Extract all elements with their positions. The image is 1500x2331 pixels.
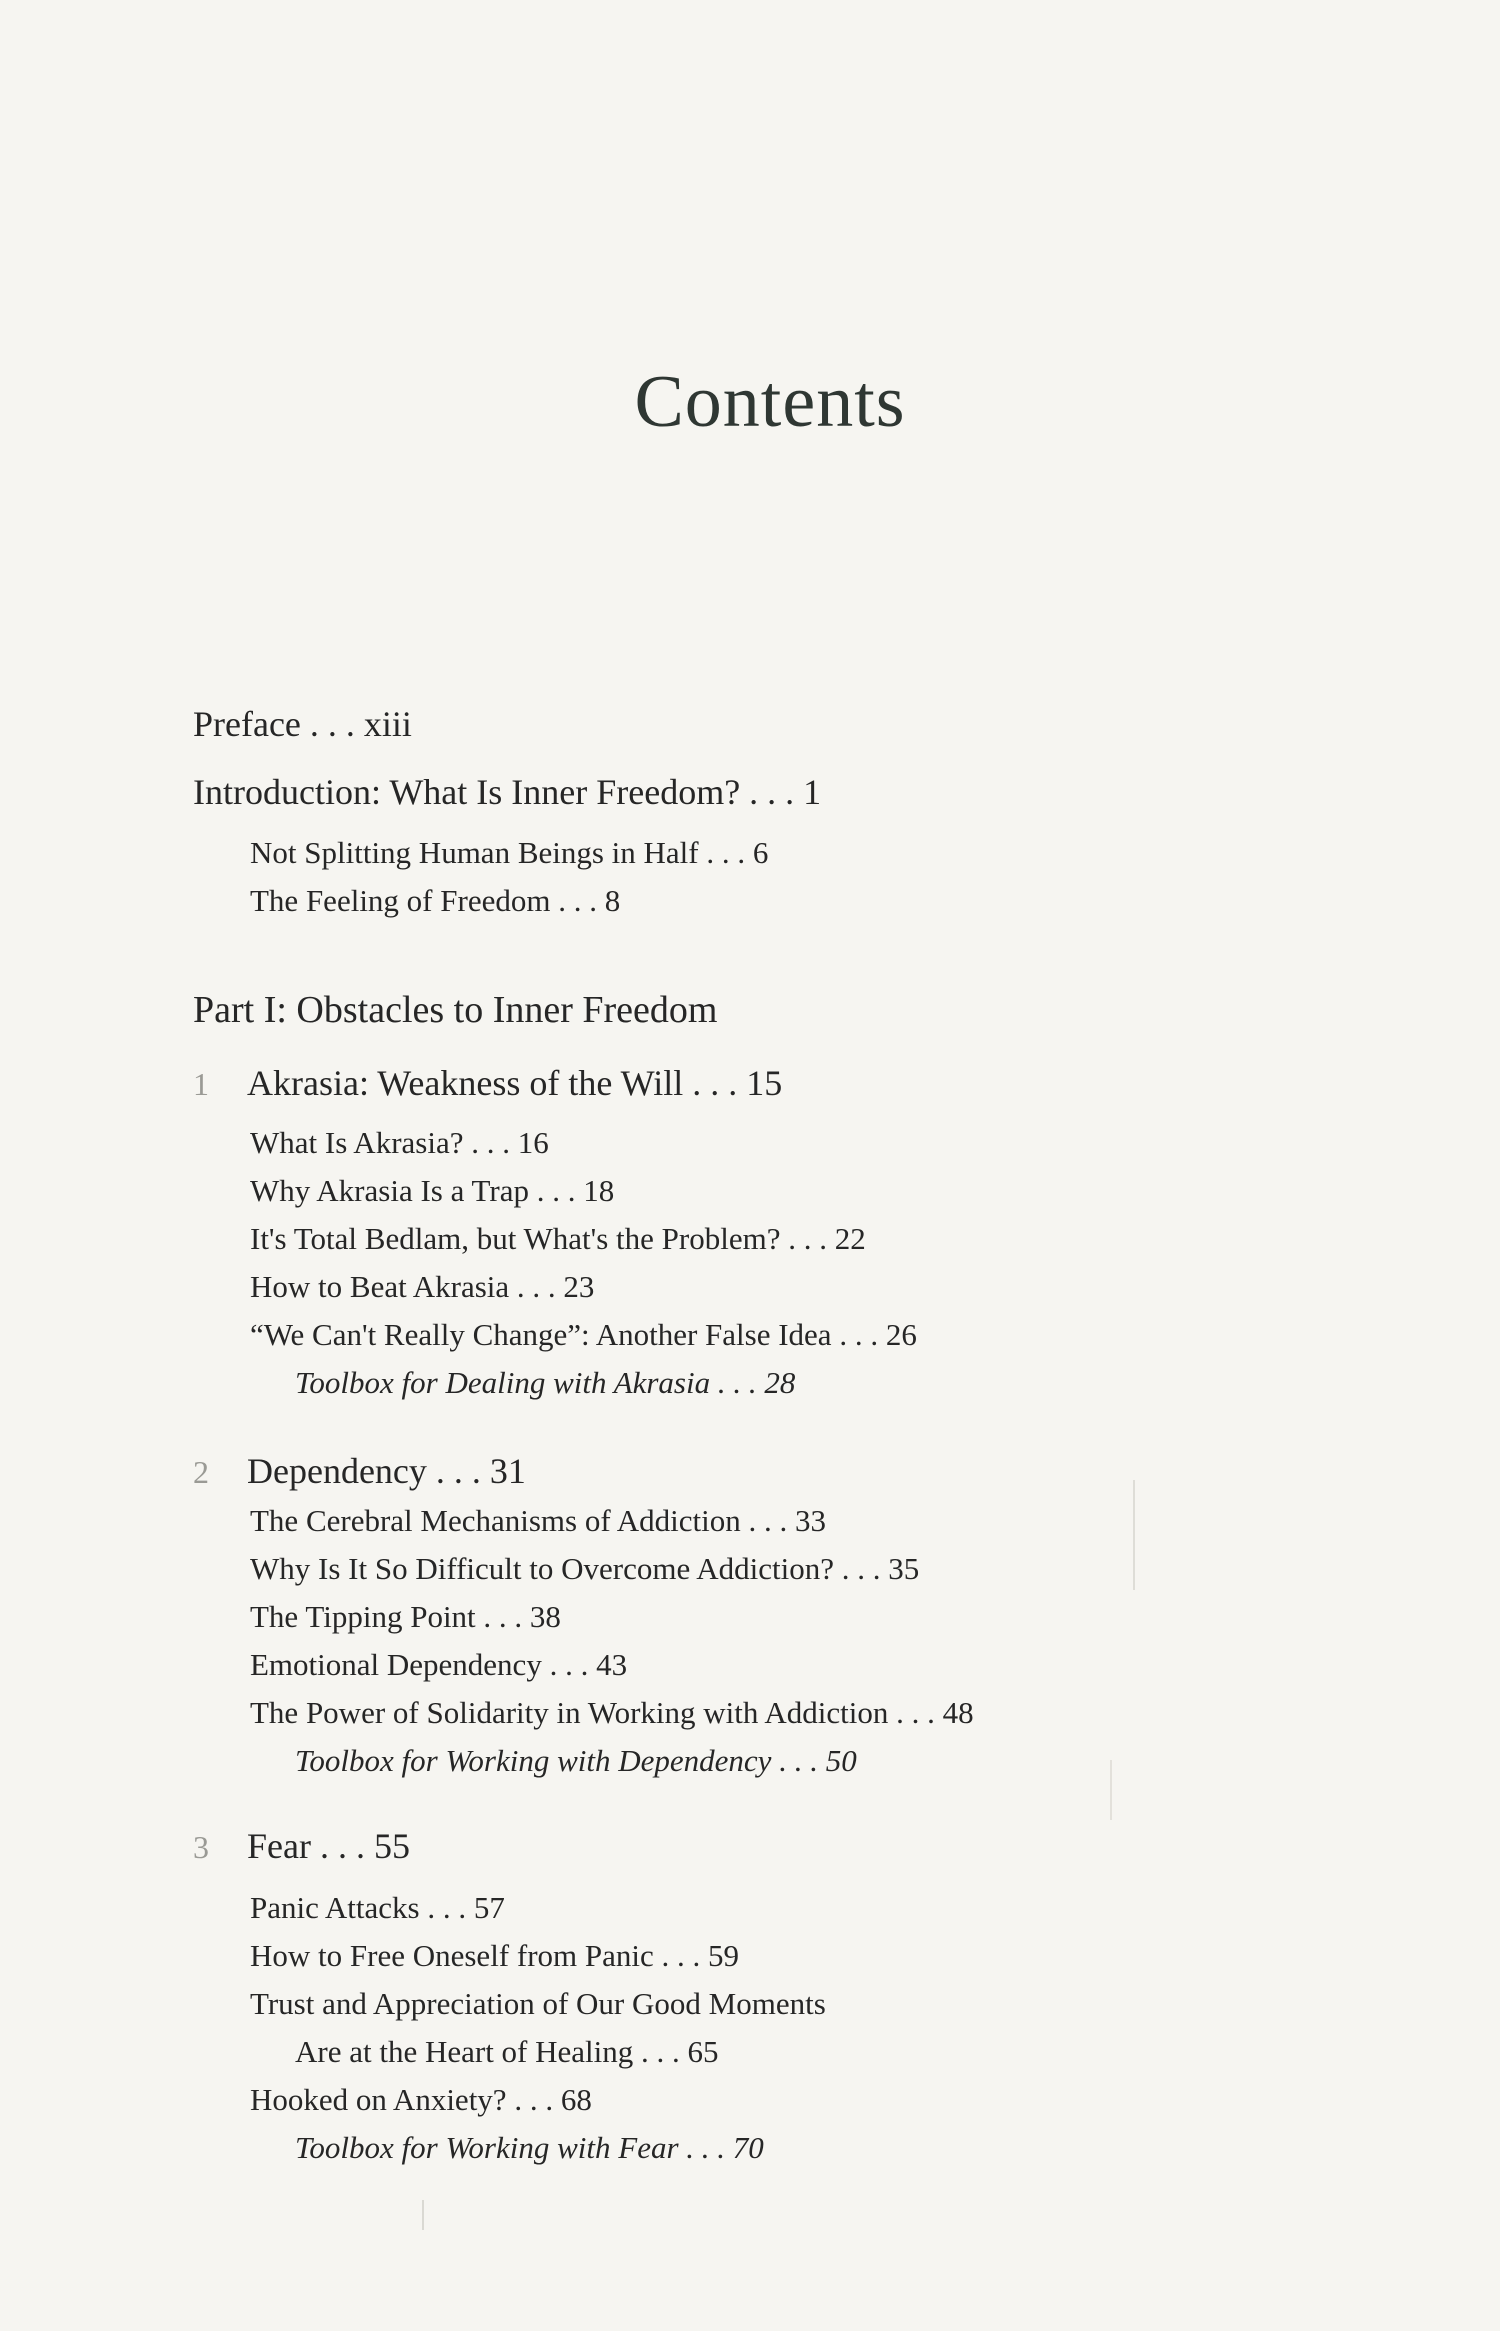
scan-mark	[1110, 1760, 1112, 1820]
toc-subentry[interactable]: Panic Attacks . . . 57	[250, 1890, 505, 1925]
part-heading: Part I: Obstacles to Inner Freedom	[193, 989, 718, 1031]
toc-subentry[interactable]: Trust and Appreciation of Our Good Moments	[250, 1986, 826, 2021]
toc-subentry[interactable]: How to Free Oneself from Panic . . . 59	[250, 1938, 740, 1973]
chapter-number: 3	[193, 1829, 209, 1865]
toc-subentry[interactable]: Emotional Dependency . . . 43	[250, 1647, 628, 1682]
chapter-number: 1	[193, 1066, 209, 1102]
toc-subentry[interactable]: The Power of Solidarity in Working with Addiction . . . 48	[250, 1695, 974, 1730]
toc-subentry[interactable]: What Is Akrasia? . . . 16	[250, 1125, 549, 1160]
toc-toolbox-entry[interactable]: Toolbox for Working with Fear . . . 70	[295, 2130, 764, 2165]
toc-subentry[interactable]: How to Beat Akrasia . . . 23	[250, 1269, 595, 1304]
chapter-number: 2	[193, 1454, 209, 1490]
toc-subentry[interactable]: It's Total Bedlam, but What's the Problem? . . . 22	[250, 1221, 866, 1256]
toc-subentry[interactable]: Hooked on Anxiety? . . . 68	[250, 2082, 592, 2117]
toc-subentry-continuation[interactable]: Are at the Heart of Healing . . . 65	[295, 2034, 719, 2069]
chapter-2-heading[interactable]	[193, 1450, 526, 1492]
toc-subentry[interactable]: Why Akrasia Is a Trap . . . 18	[250, 1173, 615, 1208]
chapter-title: Akrasia: Weakness of the Will . . . 15	[247, 1063, 783, 1103]
toc-subentry[interactable]: Not Splitting Human Beings in Half . . . 6	[250, 835, 769, 870]
toc-subentry[interactable]: “We Can't Really Change”: Another False Idea . . . 26	[250, 1317, 917, 1352]
toc-subentry[interactable]: The Cerebral Mechanisms of Addiction . . . 33	[250, 1503, 826, 1538]
toc-toolbox-entry[interactable]: Toolbox for Dealing with Akrasia . . . 28	[295, 1365, 796, 1400]
toc-entry-introduction[interactable]: Introduction: What Is Inner Freedom? . . . 1	[193, 772, 822, 812]
chapter-1-heading[interactable]	[193, 1062, 782, 1104]
chapter-3-heading[interactable]	[193, 1825, 410, 1867]
toc-subentry[interactable]: The Feeling of Freedom . . . 8	[250, 883, 621, 918]
page-title: Contents	[634, 361, 906, 443]
toc-subentry[interactable]: Why Is It So Difficult to Overcome Addiction? . . . 35	[250, 1551, 920, 1586]
chapter-title: Dependency . . . 31	[247, 1451, 526, 1491]
toc-entry-preface[interactable]: Preface . . . xiii	[193, 704, 412, 744]
scan-mark	[422, 2200, 424, 2230]
chapter-title: Fear . . . 55	[247, 1826, 410, 1866]
toc-subentry[interactable]: The Tipping Point . . . 38	[250, 1599, 561, 1634]
toc-toolbox-entry[interactable]: Toolbox for Working with Dependency . . . 50	[295, 1743, 857, 1778]
scan-mark	[1133, 1480, 1135, 1590]
